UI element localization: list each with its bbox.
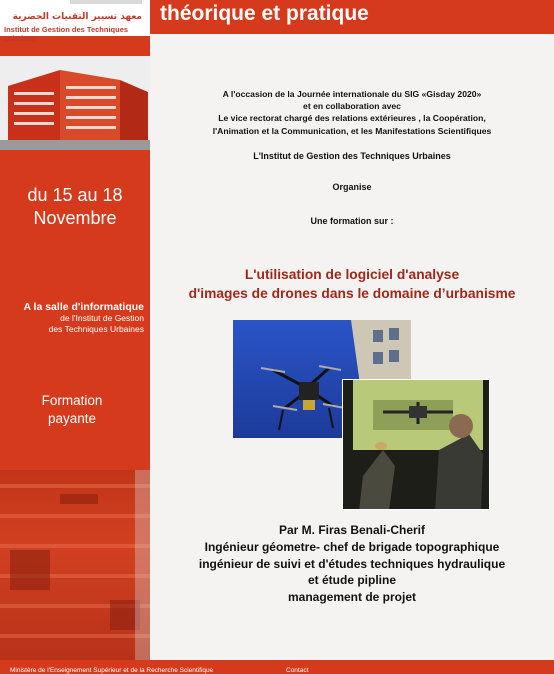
training-illustration bbox=[343, 380, 490, 510]
trainer-role-3: et étude pipline bbox=[307, 573, 396, 588]
logo-arabic-text: معهد تسيير التقنيات الحضرية bbox=[12, 12, 142, 22]
building-photo bbox=[0, 56, 150, 150]
trainer-name: Par M. Firas Benali-Cherif bbox=[278, 523, 426, 537]
payante-line2: payante bbox=[47, 411, 97, 426]
institute-logo bbox=[0, 0, 150, 43]
paid-training-note bbox=[0, 392, 144, 428]
dates-range: du 15 au 18 bbox=[27, 185, 123, 205]
training-photo bbox=[342, 379, 490, 510]
intro-line-3: Le vice rectorat chargé des relations extérieures , la Coopération, bbox=[218, 113, 486, 124]
intro-line-4: l'Animation et la Communication, et les Manifestations Scientifiques bbox=[212, 125, 492, 136]
venue-line2: de l'Institut de Gestion bbox=[60, 313, 144, 323]
trainer-role-4: management de projet bbox=[287, 590, 417, 605]
organise-label: Organise bbox=[332, 182, 372, 192]
event-dates bbox=[0, 184, 150, 230]
trainer-info bbox=[150, 522, 554, 606]
footer-ministry: Ministère de l'Enseignement Supérieur et de la Recherche Scientifique bbox=[10, 667, 214, 674]
payante-line1: Formation bbox=[41, 393, 103, 408]
training-title bbox=[150, 265, 554, 303]
institute-name: L'Institut de Gestion des Techniques Urbaines bbox=[253, 151, 451, 161]
formation-label: Une formation sur : bbox=[310, 216, 394, 226]
venue-info bbox=[0, 302, 150, 335]
facade-illustration bbox=[0, 470, 150, 660]
venue-line3: des Techniques Urbaines bbox=[48, 324, 144, 334]
building-facade-photo bbox=[0, 470, 150, 660]
logo-divider bbox=[70, 0, 142, 4]
trainer-role-1: Ingénieur géometre- chef de brigade topographique bbox=[204, 539, 500, 554]
venue-title: A la salle d'informatique bbox=[23, 301, 144, 313]
intro-line-2: et en collaboration avec bbox=[303, 101, 401, 112]
intro-line-1: A l'occasion de la Journée internationale du SIG «Gisday 2020» bbox=[222, 89, 482, 99]
intro-text bbox=[150, 88, 554, 137]
dates-month: Novembre bbox=[33, 208, 117, 228]
footer-contact-link[interactable]: Contact bbox=[286, 667, 309, 674]
training-title-line2: d'images de drones dans le domaine d’urbanisme bbox=[188, 286, 516, 301]
page-title: théorique et pratique bbox=[160, 2, 369, 25]
trainer-role-2: ingénieur de suivi et d'études techniques hydraulique bbox=[198, 556, 506, 571]
building-illustration bbox=[0, 56, 150, 150]
training-title-line1: L'utilisation de logiciel d'analyse bbox=[244, 267, 460, 282]
logo-french-text: Institut de Gestion des Techniques Urbaines bbox=[4, 25, 129, 43]
footer-bar bbox=[0, 660, 554, 674]
